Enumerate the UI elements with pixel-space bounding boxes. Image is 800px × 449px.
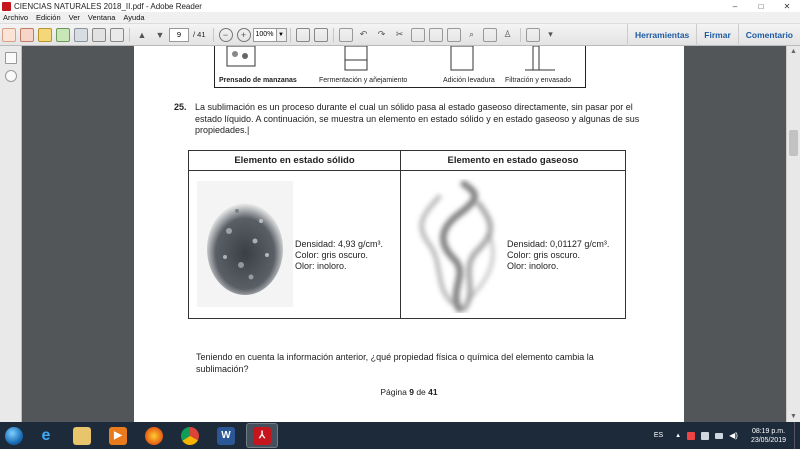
question-number: 25. [174, 102, 187, 112]
maximize-button[interactable]: □ [758, 1, 764, 11]
combine-icon[interactable] [20, 28, 34, 42]
window-controls [722, 0, 800, 12]
cut-icon[interactable]: ✂ [395, 29, 404, 39]
fit-page-icon[interactable] [296, 28, 310, 42]
right-panel-tabs [627, 24, 800, 46]
toolbar-separator [213, 28, 214, 42]
more-tools-icon[interactable]: ▾ [548, 29, 553, 39]
solid-smell: Olor: inoloro. [295, 261, 347, 271]
toolbar-separator [129, 28, 130, 42]
taskbar-explorer[interactable] [66, 423, 98, 448]
zoom-in-icon[interactable]: + [237, 28, 251, 42]
media-player-icon: ▶ [109, 427, 127, 445]
pages-panel-icon[interactable] [5, 52, 17, 64]
device-icon[interactable] [701, 432, 709, 440]
properties-table [188, 150, 626, 319]
zoom-out-icon[interactable]: − [219, 28, 233, 42]
taskbar-chrome[interactable] [174, 423, 206, 448]
solid-element-image [197, 181, 293, 307]
comment-icon[interactable] [483, 28, 497, 42]
flag-icon[interactable] [687, 432, 695, 440]
adobe-reader-icon [2, 2, 11, 11]
expand-icon[interactable] [526, 28, 540, 42]
gas-smell: Olor: inoloro. [507, 261, 559, 271]
page-number-input[interactable]: 9 [169, 28, 189, 42]
question-25 [174, 102, 644, 137]
close-button[interactable]: ✕ [783, 1, 791, 11]
header-solid: Elemento en estado sólido [189, 151, 401, 171]
taskbar-ie[interactable] [30, 423, 62, 448]
gas-color: Color: gris oscuro. [507, 250, 581, 260]
tab-firmar[interactable]: Firmar [696, 24, 737, 46]
fullscreen-icon[interactable] [314, 28, 328, 42]
redo-icon[interactable]: ↷ [377, 29, 386, 39]
taskbar-adobe-reader[interactable] [246, 423, 278, 448]
menu-ayuda[interactable]: Ayuda [123, 13, 145, 22]
adobe-reader-icon: ⅄ [253, 427, 271, 445]
page-label-total: 41 [428, 387, 438, 397]
solid-cell [189, 171, 401, 319]
solid-density: Densidad: 4,93 g/cm³. [295, 239, 384, 249]
stamp-icon[interactable]: ♙ [503, 29, 512, 39]
zoom-dropdown-icon[interactable]: ▼ [277, 28, 287, 42]
create-pdf-icon[interactable] [2, 28, 16, 42]
tab-herramientas[interactable]: Herramientas [627, 24, 696, 46]
open-icon[interactable] [38, 28, 52, 42]
network-icon[interactable] [715, 433, 723, 439]
snapshot-icon[interactable] [447, 28, 461, 42]
tray-expand-icon[interactable]: ▲ [675, 432, 682, 439]
menu-archivo[interactable]: Archivo [3, 13, 29, 22]
tab-comentario[interactable]: Comentario [738, 24, 800, 46]
menu-bar [0, 12, 800, 24]
menu-ver[interactable]: Ver [68, 13, 80, 22]
solid-color: Color: gris oscuro. [295, 250, 369, 260]
process-illustration [214, 46, 586, 88]
menu-ventana[interactable]: Ventana [87, 13, 116, 22]
clock-date: 23/05/2019 [750, 436, 786, 444]
windows-logo-icon [5, 427, 23, 445]
caption-fermentacion: Fermentación y añejamiento [319, 77, 408, 84]
chrome-icon [181, 427, 199, 445]
scroll-thumb[interactable] [789, 130, 798, 156]
followup-question: Teniendo en cuenta la información anterior, ¿qué propiedad física o química del elemento cambia la sublimación? [196, 352, 594, 374]
taskbar-media[interactable] [102, 423, 134, 448]
pdf-page [134, 46, 684, 422]
zoom-input[interactable]: 100% [253, 28, 277, 42]
menu-edicion[interactable]: Edición [36, 13, 61, 22]
caption-filtracion: Filtración y envasado [505, 77, 572, 84]
start-button[interactable] [0, 422, 28, 449]
find-icon[interactable]: ⌕ [468, 29, 475, 39]
email-icon[interactable] [110, 28, 124, 42]
firefox-icon [145, 427, 163, 445]
save-icon[interactable] [74, 28, 88, 42]
toolbar-separator [333, 28, 334, 42]
volume-icon[interactable]: ◀) [729, 431, 738, 440]
scroll-down-icon[interactable]: ▼ [790, 413, 797, 420]
page-label-prefix: Página [380, 387, 410, 397]
language-indicator[interactable]: ES [653, 432, 664, 439]
clock-time: 08:19 p.m. [751, 427, 786, 435]
show-desktop-button[interactable] [794, 422, 800, 449]
toolbar-separator [520, 28, 521, 42]
next-page-icon[interactable]: ▼ [155, 29, 165, 40]
prev-page-icon[interactable]: ▲ [137, 29, 147, 40]
toolbar-separator [290, 28, 291, 42]
window-title: CIENCIAS NATURALES 2018_II.pdf - Adobe Reader [14, 1, 202, 11]
gas-cell [401, 171, 626, 319]
taskbar [0, 422, 800, 449]
system-tray [654, 422, 800, 449]
taskbar-word[interactable] [210, 423, 242, 448]
paste-icon[interactable] [429, 28, 443, 42]
page-label-mid: de [413, 387, 429, 397]
taskbar-firefox[interactable] [138, 423, 170, 448]
vertical-scrollbar[interactable] [786, 46, 800, 422]
toolbar [0, 24, 800, 46]
page-label-num: 9 [409, 387, 414, 397]
clock[interactable] [751, 427, 786, 445]
edit-icon[interactable] [339, 28, 353, 42]
minimize-button[interactable]: – [732, 1, 738, 11]
question-text: La sublimación es un proceso durante el cual un sólido pasa al estado gaseoso directamente, sin pasar por el estado líquido. A continuación, se muestra un elemento en estado sólido y en estado gaseoso y algunas de sus propiedades.| [195, 102, 640, 135]
caption-adicion: Adición levadura [443, 77, 495, 84]
word-icon: W [217, 427, 235, 445]
cloud-upload-icon[interactable] [56, 28, 70, 42]
undo-icon[interactable]: ↶ [359, 29, 368, 39]
gas-properties [507, 239, 609, 272]
explorer-icon [73, 427, 91, 445]
title-bar [0, 0, 800, 12]
navigation-pane [0, 46, 22, 422]
process-drawing [215, 46, 587, 76]
gas-element-image [409, 179, 509, 313]
header-gas: Elemento en estado gaseoso [401, 151, 626, 171]
copy-icon[interactable] [411, 28, 425, 42]
scroll-up-icon[interactable]: ▲ [790, 48, 797, 55]
page-total: / 41 [193, 30, 206, 39]
page-footer [134, 387, 684, 397]
solid-properties [295, 239, 383, 272]
ie-icon: e [41, 426, 51, 444]
attachments-icon[interactable] [5, 70, 17, 82]
gas-density: Densidad: 0,01127 g/cm³. [507, 239, 610, 249]
print-icon[interactable] [92, 28, 106, 42]
caption-prensado: Prensado de manzanas [219, 77, 297, 84]
document-viewer[interactable] [23, 46, 786, 422]
